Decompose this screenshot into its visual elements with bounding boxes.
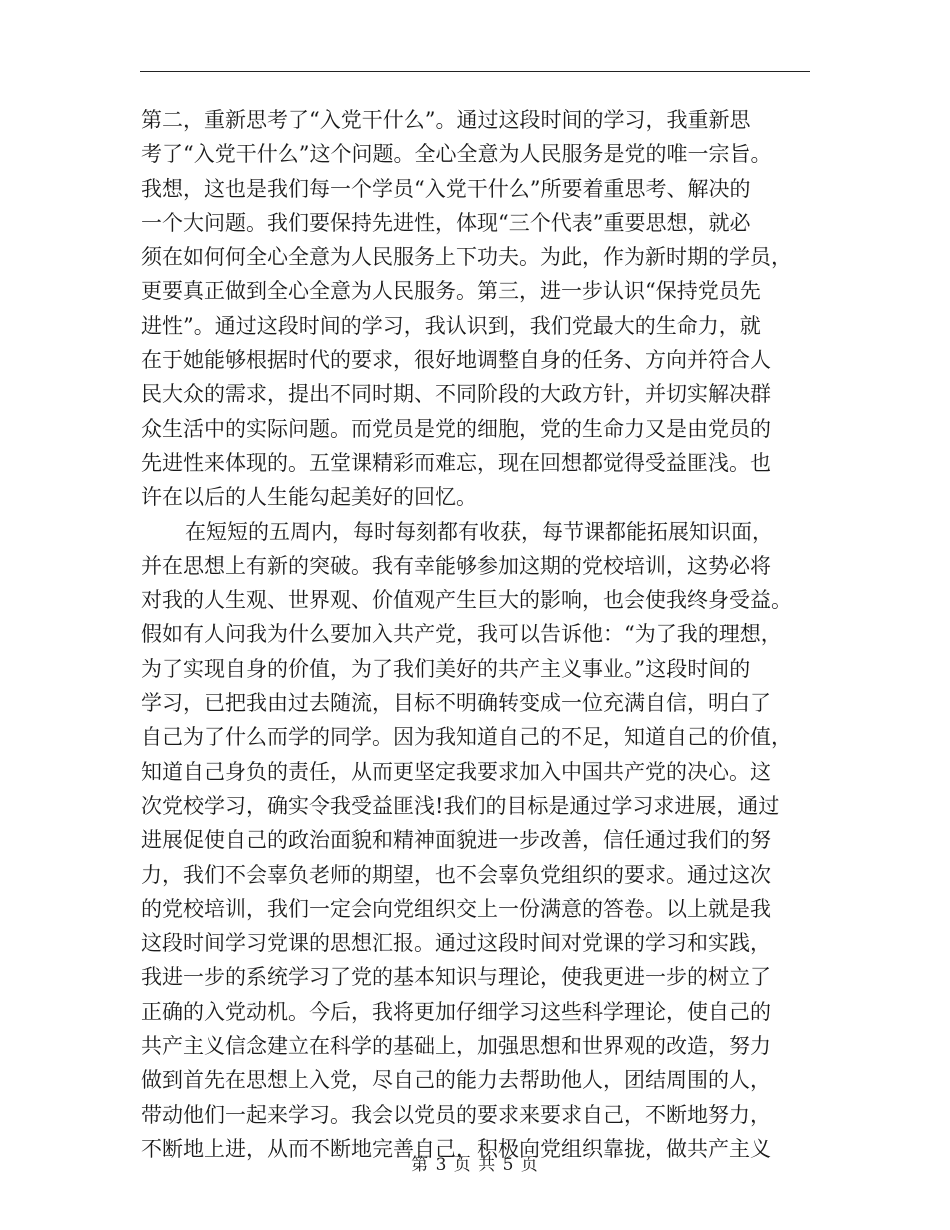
text-line: 次党校学习，确实令我受益匪浅!我们的目标是通过学习求进展，通过 xyxy=(141,793,780,818)
text-line: 这段时间学习党课的思想汇报。通过这段时间对党课的学习和实践， xyxy=(141,931,771,956)
text-line: 力，我们不会辜负老师的期望，也不会辜负党组织的要求。通过这次 xyxy=(141,862,771,887)
text-line: 进展促使自己的政治面貌和精神面貌进一步改善，信任通过我们的努 xyxy=(141,828,771,853)
text-line: 共产主义信念建立在科学的基础上，加强思想和世界观的改造，努力 xyxy=(141,1034,771,1059)
text-line: 先进性来体现的。五堂课精彩而难忘，现在回想都觉得受益匪浅。也 xyxy=(141,450,771,475)
text-line: 在短短的五周内，每时每刻都有收获，每节课都能拓展知识面， xyxy=(185,519,773,544)
text-line: 知道自己身负的责任，从而更坚定我要求加入中国共产党的决心。这 xyxy=(141,759,771,784)
document-body xyxy=(141,103,811,1166)
text-line: 众生活中的实际问题。而党员是党的细胞，党的生命力又是由党员的 xyxy=(141,416,771,441)
text-line: 许在以后的人生能勾起美好的回忆。 xyxy=(141,485,477,510)
text-line: 民大众的需求，提出不同时期、不同阶段的大政方针，并切实解决群 xyxy=(141,382,771,407)
header-rule xyxy=(140,71,810,72)
text-line: 假如有人问我为什么要加入共产党，我可以告诉他：“为了我的理想， xyxy=(141,622,782,647)
text-line: 带动他们一起来学习。我会以党员的要求来要求自己，不断地努力， xyxy=(141,1102,771,1127)
text-line: 自己为了什么而学的同学。因为我知道自己的不足，知道自己的价值， xyxy=(141,725,792,750)
paragraph xyxy=(141,515,811,1167)
text-line: 在于她能够根据时代的要求，很好地调整自身的任务、方向并符合人 xyxy=(141,348,771,373)
text-line: 更要真正做到全心全意为人民服务。第三，进一步认识“保持党员先 xyxy=(141,279,761,304)
text-line: 做到首先在思想上入党，尽自己的能力去帮助他人，团结周围的人， xyxy=(141,1068,771,1093)
text-line: 对我的人生观、世界观、价值观产生巨大的影响，也会使我终身受益。 xyxy=(141,588,792,613)
text-line: 我想，这也是我们每一个学员“入党干什么”所要着重思考、解决的 xyxy=(141,176,751,201)
text-line: 学习，已把我由过去随流，目标不明确转变成一位充满自信，明白了 xyxy=(141,691,771,716)
text-line: 为了实现自身的价值，为了我们美好的共产主义事业。”这段时间的 xyxy=(141,656,751,681)
page-number: 第 3 页 共 5 页 xyxy=(411,1155,539,1175)
text-line: 正确的入党动机。今后，我将更加仔细学习这些科学理论，使自己的 xyxy=(141,999,771,1024)
paragraph xyxy=(141,103,811,515)
text-line: 的党校培训，我们一定会向党组织交上一份满意的答卷。以上就是我 xyxy=(141,896,771,921)
text-line: 不断地上进，从而不断地完善自己，积极向党组织靠拢，做共产主义 xyxy=(141,1136,771,1161)
text-line: 须在如何何全心全意为人民服务上下功夫。为此，作为新时期的学员， xyxy=(141,245,792,270)
text-line: 并在思想上有新的突破。我有幸能够参加这期的党校培训，这势必将 xyxy=(141,553,771,578)
text-line: 我进一步的系统学习了党的基本知识与理论，使我更进一步的树立了 xyxy=(141,965,771,990)
text-line: 考了“入党干什么”这个问题。全心全意为人民服务是党的唯一宗旨。 xyxy=(141,142,772,167)
text-line: 进性”。通过这段时间的学习，我认识到，我们党最大的生命力，就 xyxy=(141,313,761,338)
text-line: 第二，重新思考了“入党干什么”。通过这段时间的学习，我重新思 xyxy=(141,108,751,132)
text-line: 一个大问题。我们要保持先进性，体现“三个代表”重要思想，就必 xyxy=(141,210,751,235)
